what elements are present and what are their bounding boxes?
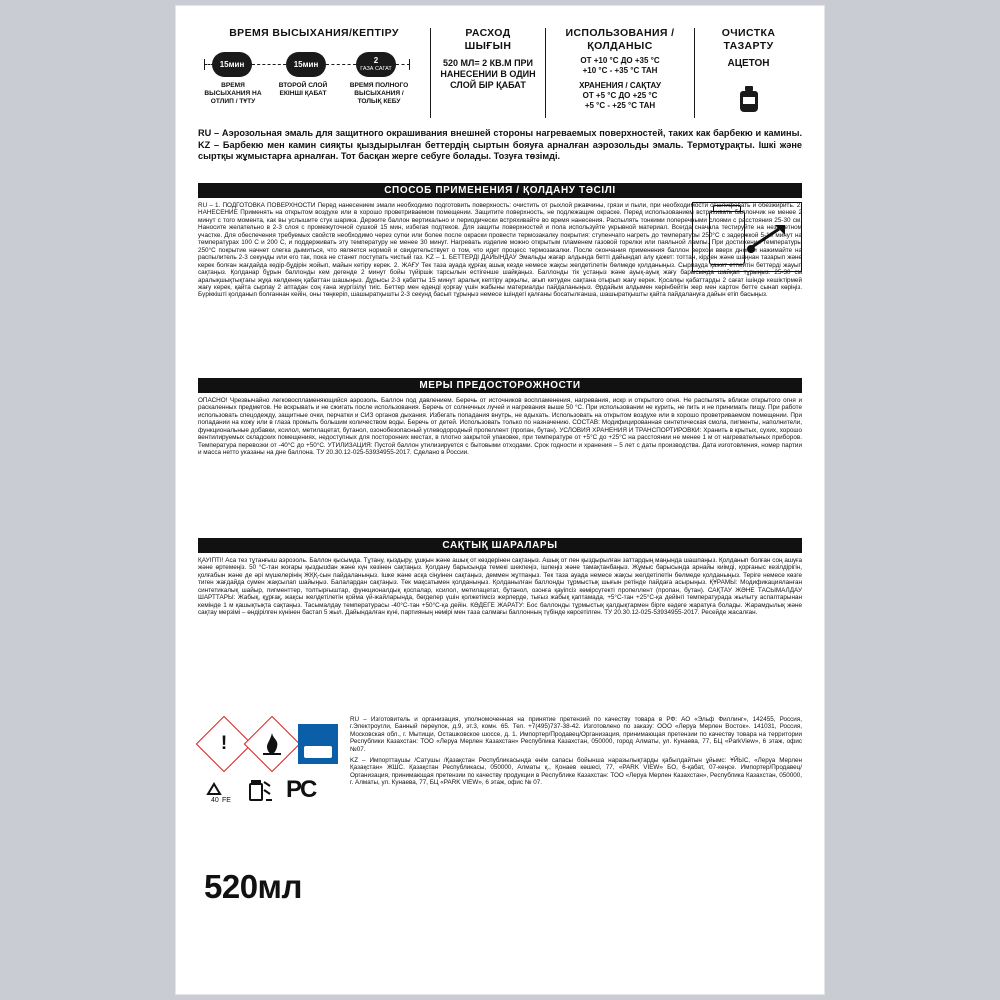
svg-text:40: 40 [211,797,219,804]
drying-badge-3-value: 2 [373,55,379,65]
exclamation-icon: ! [220,733,228,754]
label-inner [186,16,814,984]
storage-temp-kz: +5 °С - +25 °С ТАН [584,101,656,110]
dash-segment [252,64,286,66]
consumption-title-kz: ШЫҒЫН [464,39,512,52]
specification-table [198,24,802,122]
usage-title-ru: ИСПОЛЬЗОВАНИЯ / [565,27,675,39]
section-header-precautions-kz: САҚТЫҚ ШАРАЛАРЫ [198,538,802,553]
drying-badge-2-value: 15мин [293,59,319,69]
section-header-application: СПОСОБ ПРИМЕНЕНИЯ / ҚОЛДАНУ ТӘСІЛІ [198,183,802,198]
cleaning-title-ru: ОЧИСТКА [721,27,776,39]
drying-label-1: ВРЕМЯ ВЫСЫХАНИЯ НА ОТЛИП / ТҰТУ [204,82,262,105]
usage-temp-kz: +10 °С - +35 °С ТАН [582,66,658,75]
drying-badge-1 [212,52,252,77]
dash-segment [396,64,410,66]
drying-time-title: ВРЕМЯ ВЫСЫХАНИЯ/КЕПТІРУ [229,27,399,39]
pictogram-group [198,718,348,905]
precautions-text-kz: ҚАУІПТІ! Аса тез тұтанғыш аэрозоль. Баллон қысымда. Тұтану, қыздыру, ұшқын және ашық от көздерінен сақтаңыз. Ашық от пен қыздырылған заттардың маңында шашпаңыз. Қолданып болған соң ашуға және өртемеңіз. 50 °С-тан жоғары қыздыudан және күн көзінен сақтаңыз. Қолдану барысында темекі шекпеңіз, ішпеңіз және тамақтанбаңыз. Жұмыс барысында арнайы киімді, қорғаныс көзілдірігін, қолғабын және де әрі мүшелерінің ЖҚҚ-сын пайдаланыңыз. Ішке және асқа сіңуінен сақтаңыз, деммен жұтпаңыз. Тек таза ауада немесе жақсы желдетілетін бөлмеде қолданыңыз. Теріге немесе көзге тиген жағдайда сумен жақсылап шайыңыз. Балалардан сақтаңыз. Тек мақсатымен қолданыңыз. Қолданылған баллонды тұрмыстық шығын ретінде пайдаға асырыңыз. ҚҰРАМЫ: Модификацияланған синтетикалық шайыр, пигменттер, толтырғыштар, функционалдық қоспалар, ксилол, метилацетат, бутанол, озонға қауіпсіз көмірсутекті пропеллент (пропан, бутан). САҚТАУ ЖӘНЕ ТАСЫМАЛДАУ ШАРТТАРЫ: Жабық, құрғақ, жақсы желдетілетін қойма үй-жайларында, бөгделер үшін қолжетімсіз жерлерде, тығыз жабық қаптамада, +5°С-тан +25°С-қа дейінгі температурада жылыту аспаптарынан кемінде 1 м қашықтықта сақтаңыз. Тасымалдау температурасы -40°С-тан +50°С-қа дейін. КӘДЕГЕ ЖАРАТУ: Бос баллонды тұрмыстық қалдықтармен бірге кәдеге жаратуға болады. Жарамдылық және сақтау мерзімі – өндірілген күнінен бастап 5 жыл. Дайындалған күні, партияның нөмірі мен таза салмағы баллонның түбінде көрсетілген. ТУ 20.30.12-025-53934955-2017. Ресейде жасалған. [198,557,802,617]
net-volume: 520мл [204,868,302,905]
product-description: RU – Аэрозольная эмаль для защитного окрашивания внешней стороны нагреваемых поверхностей, таких как барбекю и камины. KZ – Барбекю мен камин сияқты қыздырылған беттердің сыртын бояуға арналған аэрозольды эмаль. Термотұрақты. Ішкі және сыртқы жұмыстарға арналған. Тот басқан жерге себуге болады. Тозуға төзімді. [198,128,802,162]
usage-cell [546,24,694,122]
tick-mark [204,59,205,70]
product-label [176,6,824,994]
precautions-text-ru: ОПАСНО! Чрезвычайно легковоспламеняющийся аэрозоль. Баллон под давлением. Беречь от источников воспламенения, нагревания, искр и открытого огня. Не распылять вблизи открытого огня и раскаленных предметов. Не вскрывать и не сжигать после использования. Беречь от солнечных лучей и нагревания выше 50 °С. При использовании не курить, не пить и не принимать пищу. При работе использовать спецодежду, защитные очки, перчатки и СИЗ органов дыхания. Избегать попадания внутрь, не вдыхать. Использовать на открытом воздухе или в хорошо проветриваемом помещении. При попадании на кожу или в глаза промыть большим количеством воды. Беречь от детей. Использовать только по назначению. СОСТАВ: Модифицированная синтетическая смола, пигменты, наполнители, функциональные добавки, ксилол, метилацетат, бутанол, озонобезопасный углеводородный пропеллент (пропан, бутан). УСЛОВИЯ ХРАНЕНИЯ И ТРАНСПОРТИРОВКИ: Хранить в крытых, сухих, хорошо вентилируемых складских помещениях, недоступных для посторонних местах, в плотно закрытой упаковке, при температуре от +5°С до +25°С на расстоянии не менее 1 м от нагревательных приборов. Температура перевозки от -40°С до +50°С. УТИЛИЗАЦИЯ: Пустой баллон утилизируется с бытовыми отходами. Срок годности и хранения – 5 лет с даты производства. Дата изготовления, номер партии и масса нетто указаны на дне баллона. ТУ 20.30.12-025-53934955-2017. Сделано в России. [198,397,802,457]
tick-mark [409,59,410,70]
drying-label-2: ВТОРОЙ СЛОЙ ЕКІНШІ ҚАБАТ [278,82,328,97]
recycle-40-fe-mark [202,776,238,806]
legal-information [350,716,802,791]
storage-title: ХРАНЕНИЯ / САҚТАУ [579,81,661,90]
legal-ru: RU – Изготовитель и организация, уполномоченная на принятие претензий по качеству товара в РФ: АО «Эльф Филлинг», 142455, Россия, г.Электроугли, Банный переулок, д.9, эт.3, комн. 65. Тел. +7(495)737-38-42. Изготовлено по заказу: ООО «Леруа Мерлен Восток». 141031, Россия, Московская обл., г. Мытищи, Осташковское шоссе, д. 1. Импортер/Продавец/Организация, принимающая претензии по качеству товара на территории Республики Казахстан: ТОО «Леруа Мерлен Казахстан» Республика Казахстан, 050000, город Алматы, ул. Кунаева, 77, БЦ «ParkView», 6 этаж, офис №07. [350,716,802,753]
svg-text:FE: FE [222,797,231,804]
solvent-bottle-icon [740,86,758,112]
flame-icon [253,725,291,763]
drying-time-cell [198,24,430,122]
drying-label-3: ВРЕМЯ ПОЛНОГО ВЫСЫХАНИЯ / ТОЛЫҚ КЕБУ [349,82,409,105]
label-footer [198,716,802,974]
drying-badge-2 [286,52,326,77]
storage-temp-ru: ОТ +5 °С ДО +25 °С [582,91,658,100]
eac-conformity-mark [286,776,340,806]
consumption-cell [431,24,545,122]
dash-segment [326,64,356,66]
do-not-litter-mark [246,774,276,808]
drying-time-diagram [204,52,424,78]
drying-labels [198,82,430,118]
consumption-body: 520 МЛ= 2 КВ.М ПРИ НАНЕСЕНИИ В ОДИН СЛОЙ БІР ҚАБАТ [440,58,536,90]
section-header-precautions-ru: МЕРЫ ПРЕДОСТОРОЖНОСТИ [198,378,802,393]
blue-brand-mark [298,724,338,764]
cleaning-body: АЦЕТОН [727,58,770,69]
consumption-title-ru: РАСХОД [465,27,511,39]
usage-title-kz: ҚОЛДАНЫС [587,39,653,52]
drying-badge-1-value: 15мин [219,59,245,69]
application-instructions: RU – 1. ПОДГОТОВКА ПОВЕРХНОСТИ Перед нанесением эмали необходимо подготовить поверхность: очистить от рыхлой ржавчины, грязи и пыли, при необходимости отшлифовать и обезжирить. 2. НАНЕСЕНИЕ Применять на открытом воздухе или в хорошо проветриваемом помещении. Защитите поверхность, не подлежащие окраске. Перед использованием встряхивать баллончик не менее 2 минут с того момента, как вы услышите стук шарика. Держите баллон вертикально и периодически встряхивайте во время нанесения. Распылять тонкими поперечными слоями с расстояния 25-30 см. Наносите желательно в 2-3 слоя с промежуточной сушкой 15 мин, избегая подтеков. Для защиты поверхностей и пола используйте укрывной материал. Всегда сначала тестируйте на незаметном участке. Для обеспечения требуемых свойств необходимо через сутки или более после окраски провести термозакалку покрытия: ступенчато нагреть до температуры 250°С с задержкой 5-10 минут на температурах 100 С и 200 С, и поддерживать эту температуру не менее 30 минут. Нагревать изделие можно открытым пламенем газовой горелки или паяльной лампы. При достижении температуры 250°С покрытие начнет слегка дымиться, что является нормой и свидетельствует о том, что идет процесс термозакалки. После окончания применения баллон верхом вверх дном и нажимайте на распылитель 2-3 секунды или его так, пока не станет поступать чистый газ. KZ – 1. БЕТТЕРДІ ДАЙЫНДАУ Эмальды жағар алдында беттi дайындап алу қажет: тоттан, кірден және шаңнан тазарып және керек болған жағдайда кедiр-бұдiрiн жойып, майын кетiру керек. 2. ЖАҒУ Тек таза ауада құрғақ ашық кезде немесе жақсы желдетiлетiн бөлмеде қолданыңыз. Сырлауда қажет етпейтiн беттердi жауып сақтаңыз. Қолданар бұрын баллонды кем дегенде 2 минут бойы түйiршiк тарсылын естiгенше шайқаңыз. Баллонды тiк ұстаңыз және ауық-ауық жағу барысында шайқап тұрыңыз. 25-30 см аралықшықтықтағы жұқа көлденең қабаттан шашыңыз. Дұрысы 2-3 қабатты 15 минут аралық кептіру арқылы, ағып кетуден сақтана отырып жағу керек. Қосалқы қабаттарды 2 сағат ішінде кешіктірмей жағу керек, қайта сырлау 2 аптадан соң ғана жүргізілуі тиіс. Беттер мен еденді қорғау үшін жабыны материалды пайдаланыңыз. Әрдайым алдымен көрінбейтін жер мен картон бетте сынап көріңіз. Бүріккішті қолданып болғаннан кейін, оны төңкеріп, шашыратқышты 2-3 секунд басып тұрыңыз немесе ішіндегі қалғаны босатылғанша, шашыратқышты қайта пайдалануға дайын етіп басыңыз. [198,202,802,299]
flame-hazard-pictogram [244,716,301,773]
legal-kz: KZ – Импорттаушы /Сатушы /Қазақстан Республикасында өнім сапасы бойынша наразылықтарды қабылдайтын ұйымс: ҰЙЫС, «Леруа Мерлен Қазақстан» ЖШС. Қазақстан Республикасы, 050000, Алматы қ., Қонаев көшесі, 77, «PARK VIEW» БО, 6-қабат, 07-кеңсе. Импортер/Продавец/Организация, принимающая претензии по качеству продукции в Республике Казахстан: ТОО «Леруа Мерлен Казахстан», Республика Казахстан, 050000, г. Алматы, ул. Кунаева, 77, БЦ «PARK VIEW», 6 этаж, офис № 07. [350,757,802,787]
drying-badge-3-sub: ГАЗА САГАТ [360,65,392,72]
cleaning-cell [695,24,802,122]
drying-badge-3 [356,52,396,77]
cleaning-title-kz: ТАЗАРТУ [723,39,774,52]
usage-temp-ru: ОТ +10 °С ДО +35 °С [580,56,660,65]
eac-text: PC [286,776,316,803]
